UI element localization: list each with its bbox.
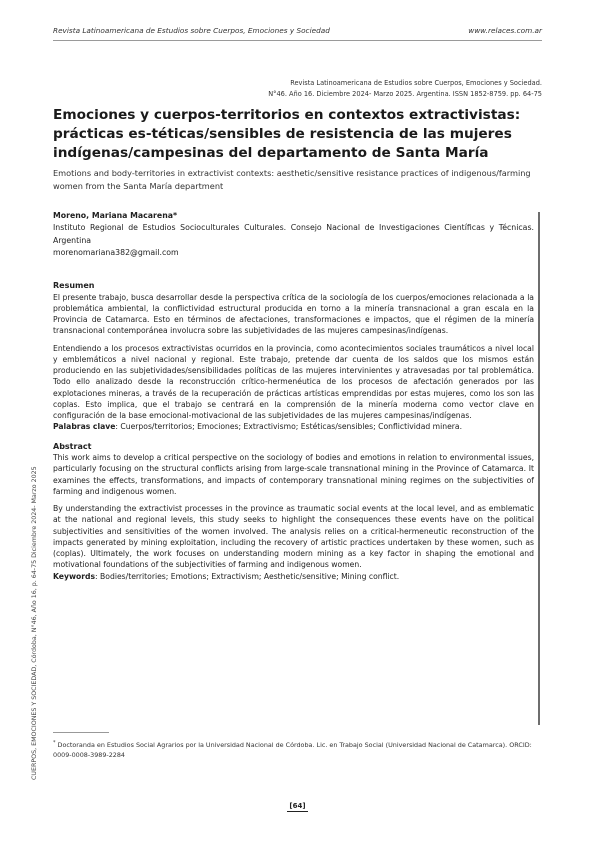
resumen-keywords-label: Palabras clave [53, 422, 116, 432]
abstract-keywords-list: : Bodies/territories; Emotions; Extractivism; Aesthetic/sensitive; Mining conflict. [95, 571, 400, 581]
page-number-label: [64] [289, 802, 306, 810]
abstract-content [53, 280, 534, 582]
resumen-heading: Resumen [53, 281, 95, 290]
footnote-marker: * [53, 740, 56, 746]
resumen-paragraph-2: Entendiendo a los procesos extractivistas ocurridos en la provincia, como acontecimientos sociales traumáticos a nivel local y emblemáticos a nivel nacional y regional. Este trabajo, pretende dar cuenta de los saldos que los mismos están produciendo en las subjetividades/sensibilidades políticas de las mujeres intervinientes y atravesadas por tal problemática. Todo ello analizado desde la reconstrucción crítico-hermenéutica de los procesos de afectación generados por las explotaciones mineras, a través de la recuperación de prácticas artísticas emprendidas por estas mujeres, como los son las coplas. Esto implica, que el trabajo se centrará en la comprensión de la minería moderna como vector clave en configuración de la base emocional-motivacional de las subjetividades de las mujeres campesinas/indígenas. [53, 343, 534, 420]
vertical-rule [538, 212, 540, 725]
journal-url[interactable]: www.relaces.com.ar [468, 26, 542, 35]
footnote-text: Doctoranda en Estudios Social Agrarios por la Universidad Nacional de Córdoba. Lic. en Trabajo Social (Universidad Nacional de Catamarca). ORCID: 0009-0008-3989-2284 [53, 741, 532, 760]
footnote-divider [53, 732, 109, 733]
resumen-paragraph-1: El presente trabajo, busca desarrollar desde la perspectiva crítica de la sociología de los cuerpos/emociones relacionada a la problemática ambiental, la conflictividad estructural producida en torno a la minería transnacional a gran escala en la Provincia de Catamarca. Esto en términos de afectaciones, transformaciones e impactos, que el régimen de la minería transnacional contemporánea involucra sobre las subjetividades de las mujeres campesinas/indígenas. [53, 292, 534, 336]
abstract-keywords [53, 571, 534, 582]
abstract-heading: Abstract [53, 441, 92, 451]
article-title-spanish: Emociones y cuerpos-territorios en contextos extractivistas: prácticas es-téticas/sensibles de resistencia de las mujeres indígenas/campesinas del departamento de Santa María [53, 107, 521, 161]
citation-line-2: N°46. Año 16. Diciembre 2024- Marzo 2025. Argentina. ISSN 1852-8759. pp. 64-75 [268, 90, 542, 98]
author-name: Moreno, Mariana Macarena* [53, 211, 178, 220]
author-affiliation: Instituto Regional de Estudios Socioculturales Culturales. Consejo Nacional de Investigaciones Científicas y Técnicas. Argentina [53, 223, 534, 245]
abstract-paragraph-2: By understanding the extractivist processes in the province as traumatic social events at the local level, and as emblematic at the national and regional levels, this study seeks to highlight the consequences these events have on the political subjectivities and sensitivities of the women involved. The analysis relies on a critical-hermeneutic reconstruction of the impacts generated by mining exploitation, including the recovery of artistic practices undertaken by these women, such as (coplas). Ultimately, the work focuses on understanding modern mining as a key factor in shaping the emotional and motivational foundations of the subjectivities of farming and indigenous women. [53, 504, 534, 570]
citation-block [212, 78, 542, 100]
resumen-keywords-list: : Cuerpos/territorios; Emociones; Extractivismo; Estéticas/sensibles; Conflictividad minera. [115, 422, 463, 432]
author-block [53, 210, 534, 259]
resumen-keywords [53, 421, 534, 432]
footnote [53, 738, 540, 760]
abstract-paragraph-1: This work aims to develop a critical perspective on the sociology of bodies and emotions in relation to environmental issues, particularly focusing on the structural conflicts arising from large-scale transnational mining in the Province of Catamarca. It examines the effects, transformations, and impacts of contemporary transnational mining regimes on the subjectivities of farming and indigenous women. [53, 453, 534, 496]
author-email[interactable]: morenomariana382@gmail.com [53, 247, 179, 257]
journal-name: Revista Latinoamericana de Estudios sobre Cuerpos, Emociones y Sociedad [53, 26, 330, 35]
article-title-english: Emotions and body-territories in extractivist contexts: aesthetic/sensitive resistance practices of indigenous/farming women from the Santa María department [53, 168, 531, 191]
page-number [0, 801, 595, 812]
running-header [53, 24, 542, 41]
abstract-keywords-label: Keywords [53, 571, 96, 581]
citation-line-1: Revista Latinoamericana de Estudios sobre Cuerpos, Emociones y Sociedad. [290, 79, 542, 87]
side-running-text: CUERPOS, EMOCIONES Y SOCIEDAD, Córdoba, N°46, Año 16, p. 64-75 Diciembre 2024- Marzo 2025 [31, 466, 38, 780]
